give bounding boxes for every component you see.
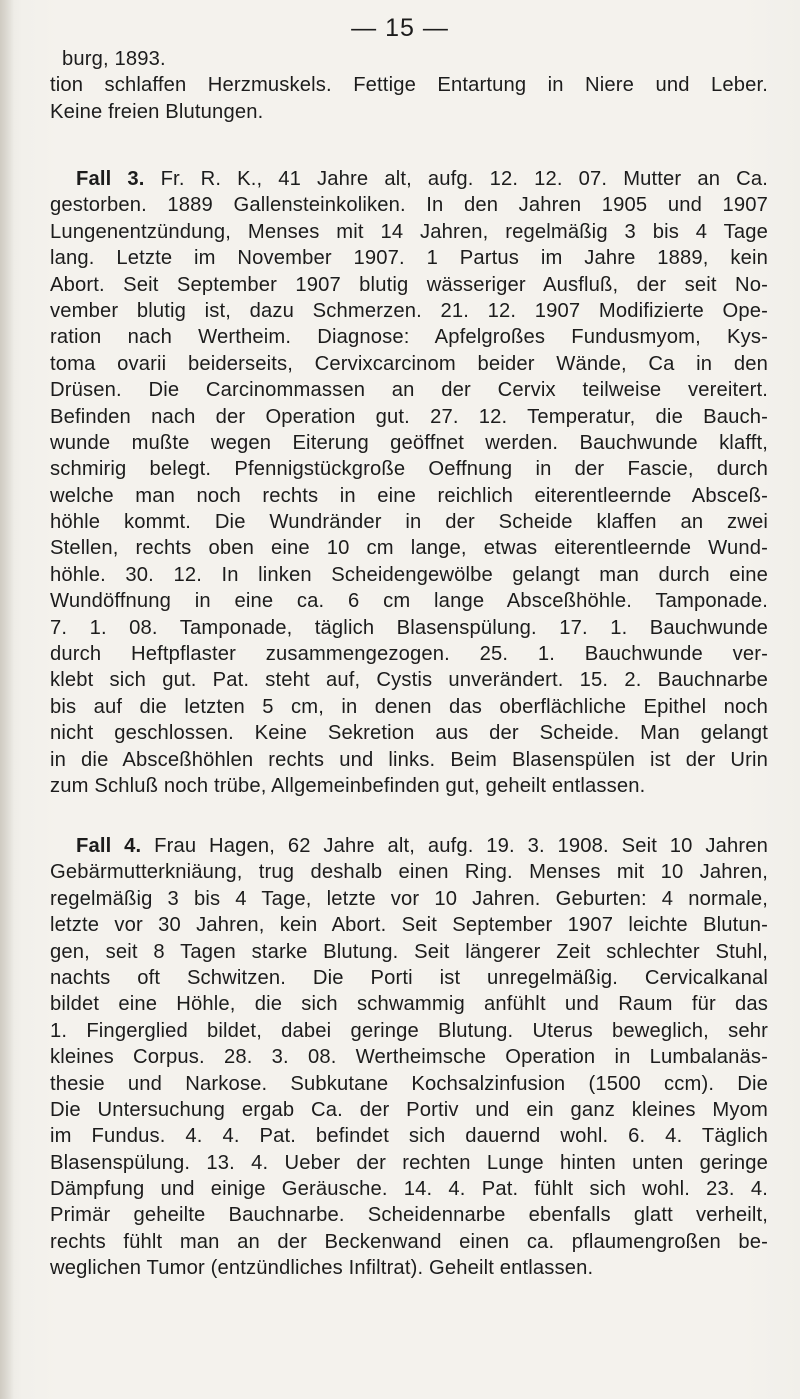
text-line: Blasenspülung. 13. 4. Ueber der rechten Lunge hinten unten geringe — [50, 1151, 768, 1174]
text-line: Stellen, rechts oben eine 10 cm lange, etwas eiterentleernde Wund- — [50, 537, 768, 560]
text-line: durch Heftpflaster zusammengezogen. 25. 1. Bauchwunde ver- — [50, 643, 768, 666]
text-line: Gebärmutterkniäung, trug deshalb einen Ring. Menses mit 10 Jahren, — [50, 861, 768, 884]
text-line: ration nach Wertheim. Diagnose: Apfelgroßes Fundusmyom, Kys- — [50, 326, 768, 349]
text-line: vember blutig ist, dazu Schmerzen. 21. 12. 1907 Modifizierte Ope- — [50, 299, 768, 322]
text-line: tion schlaffen Herzmuskels. Fettige Entartung in Niere und Leber. — [50, 74, 768, 97]
text-line: letzte vor 30 Jahren, kein Abort. Seit September 1907 leichte Blutun- — [50, 914, 768, 937]
text-line: in die Absceßhöhlen rechts und links. Beim Blasenspülen ist der Urin — [50, 748, 768, 771]
text-line: höhle kommt. Die Wundränder in der Scheide klaffen an zwei — [50, 511, 768, 534]
text-line: wunde mußte wegen Eiterung geöffnet werden. Bauchwunde klafft, — [50, 431, 768, 454]
text-line: Wundöffnung in eine ca. 6 cm lange Absceßhöhle. Tamponade. — [50, 590, 768, 613]
text-line: weglichen Tumor (entzündliches Infiltrat). Geheilt entlassen. — [50, 1257, 594, 1280]
text-line: Drüsen. Die Carcinommassen an der Cervix teilweise vereitert. — [50, 379, 768, 402]
page-edge-shadow — [0, 0, 14, 1399]
text-line: rechts fühlt man an der Beckenwand einen ca. pflaumengroßen be- — [50, 1230, 768, 1253]
case-4-paragraph — [50, 833, 768, 1282]
text-line: Fr. R. K., 41 Jahre alt, aufg. 12. 12. 07. Mutter an Ca. — [160, 168, 768, 190]
text-line: zum Schluß noch trübe, Allgemeinbefinden gut, geheilt entlassen. — [50, 774, 646, 797]
text-line: Lungenentzündung, Menses mit 14 Jahren, regelmäßig 3 bis 4 Tage — [50, 220, 768, 243]
text-line: 7. 1. 08. Tamponade, täglich Blasenspülung. 17. 1. Bauchwunde — [50, 616, 768, 639]
text-line: Abort. Seit September 1907 blutig wässeriger Ausfluß, der seit No- — [50, 273, 768, 296]
text-line: regelmäßig 3 bis 4 Tage, letzte vor 10 Jahren. Geburten: 4 normale, — [50, 887, 768, 910]
text-line: thesie und Narkose. Subkutane Kochsalzinfusion (1500 ccm). Die — [50, 1072, 768, 1095]
text-line: klebt sich gut. Pat. steht auf, Cystis unverändert. 15. 2. Bauchnarbe — [50, 669, 768, 692]
text-line: bis auf die letzten 5 cm, in denen das oberflächliche Epithel noch — [50, 695, 768, 718]
text-line: bildet eine Höhle, die sich schwammig anfühlt und Raum für das — [50, 993, 768, 1016]
text-line: nicht geschlossen. Keine Sekretion aus der Scheide. Man gelangt — [50, 722, 768, 745]
text-line: Primär geheilte Bauchnarbe. Scheidennarbe ebenfalls glatt verheilt, — [50, 1204, 768, 1227]
text-line: welche man noch rechts in eine reichlich eiterentleernde Absceß- — [50, 484, 768, 507]
case-3-label: Fall 3. — [76, 168, 145, 190]
text-line: nachts oft Schwitzen. Die Porti ist unregelmäßig. Cervicalkanal — [50, 966, 768, 989]
text-line: gen, seit 8 Tagen starke Blutung. Seit längerer Zeit schlechter Stuhl, — [50, 940, 768, 963]
text-line: Dämpfung und einige Geräusche. 14. 4. Pat. fühlt sich wohl. 23. 4. — [50, 1178, 768, 1201]
text-line: höhle. 30. 12. In linken Scheidengewölbe gelangt man durch eine — [50, 563, 768, 586]
text-line: kleines Corpus. 28. 3. 08. Wertheimsche Operation in Lumbalanäs- — [50, 1046, 768, 1069]
text-line: toma ovarii beiderseits, Cervixcarcinom beider Wände, Ca in den — [50, 352, 768, 375]
text-line: lang. Letzte im November 1907. 1 Partus im Jahre 1889, kein — [50, 247, 768, 270]
text-line: gestorben. 1889 Gallensteinkoliken. In den Jahren 1905 und 1907 — [50, 194, 768, 217]
case-4-label: Fall 4. — [76, 835, 142, 857]
text-line: Befinden nach der Operation gut. 27. 12. Temperatur, die Bauch- — [50, 405, 768, 428]
text-line: Frau Hagen, 62 Jahre alt, aufg. 19. 3. 1908. Seit 10 Jahren — [154, 835, 768, 857]
text-line: 1. Fingerglied bildet, dabei geringe Blutung. Uterus beweglich, sehr — [50, 1019, 768, 1042]
text-line: im Fundus. 4. 4. Pat. befindet sich dauernd wohl. 6. 4. Täglich — [50, 1125, 768, 1148]
text-line: schmirig belegt. Pfennigstückgroße Oeffnung in der Fascie, durch — [50, 458, 768, 481]
case-4-first-line — [50, 833, 768, 859]
text-line: burg, 1893. — [62, 48, 166, 70]
text-line: Keine freien Blutungen. — [50, 100, 264, 123]
case-3-paragraph — [50, 166, 768, 799]
text-line: Die Untersuchung ergab Ca. der Portiv und ein ganz kleines Myom — [50, 1098, 768, 1121]
case-3-first-line — [50, 166, 768, 192]
continuation-paragraph — [50, 46, 768, 125]
page-number: — 15 — — [351, 14, 449, 42]
